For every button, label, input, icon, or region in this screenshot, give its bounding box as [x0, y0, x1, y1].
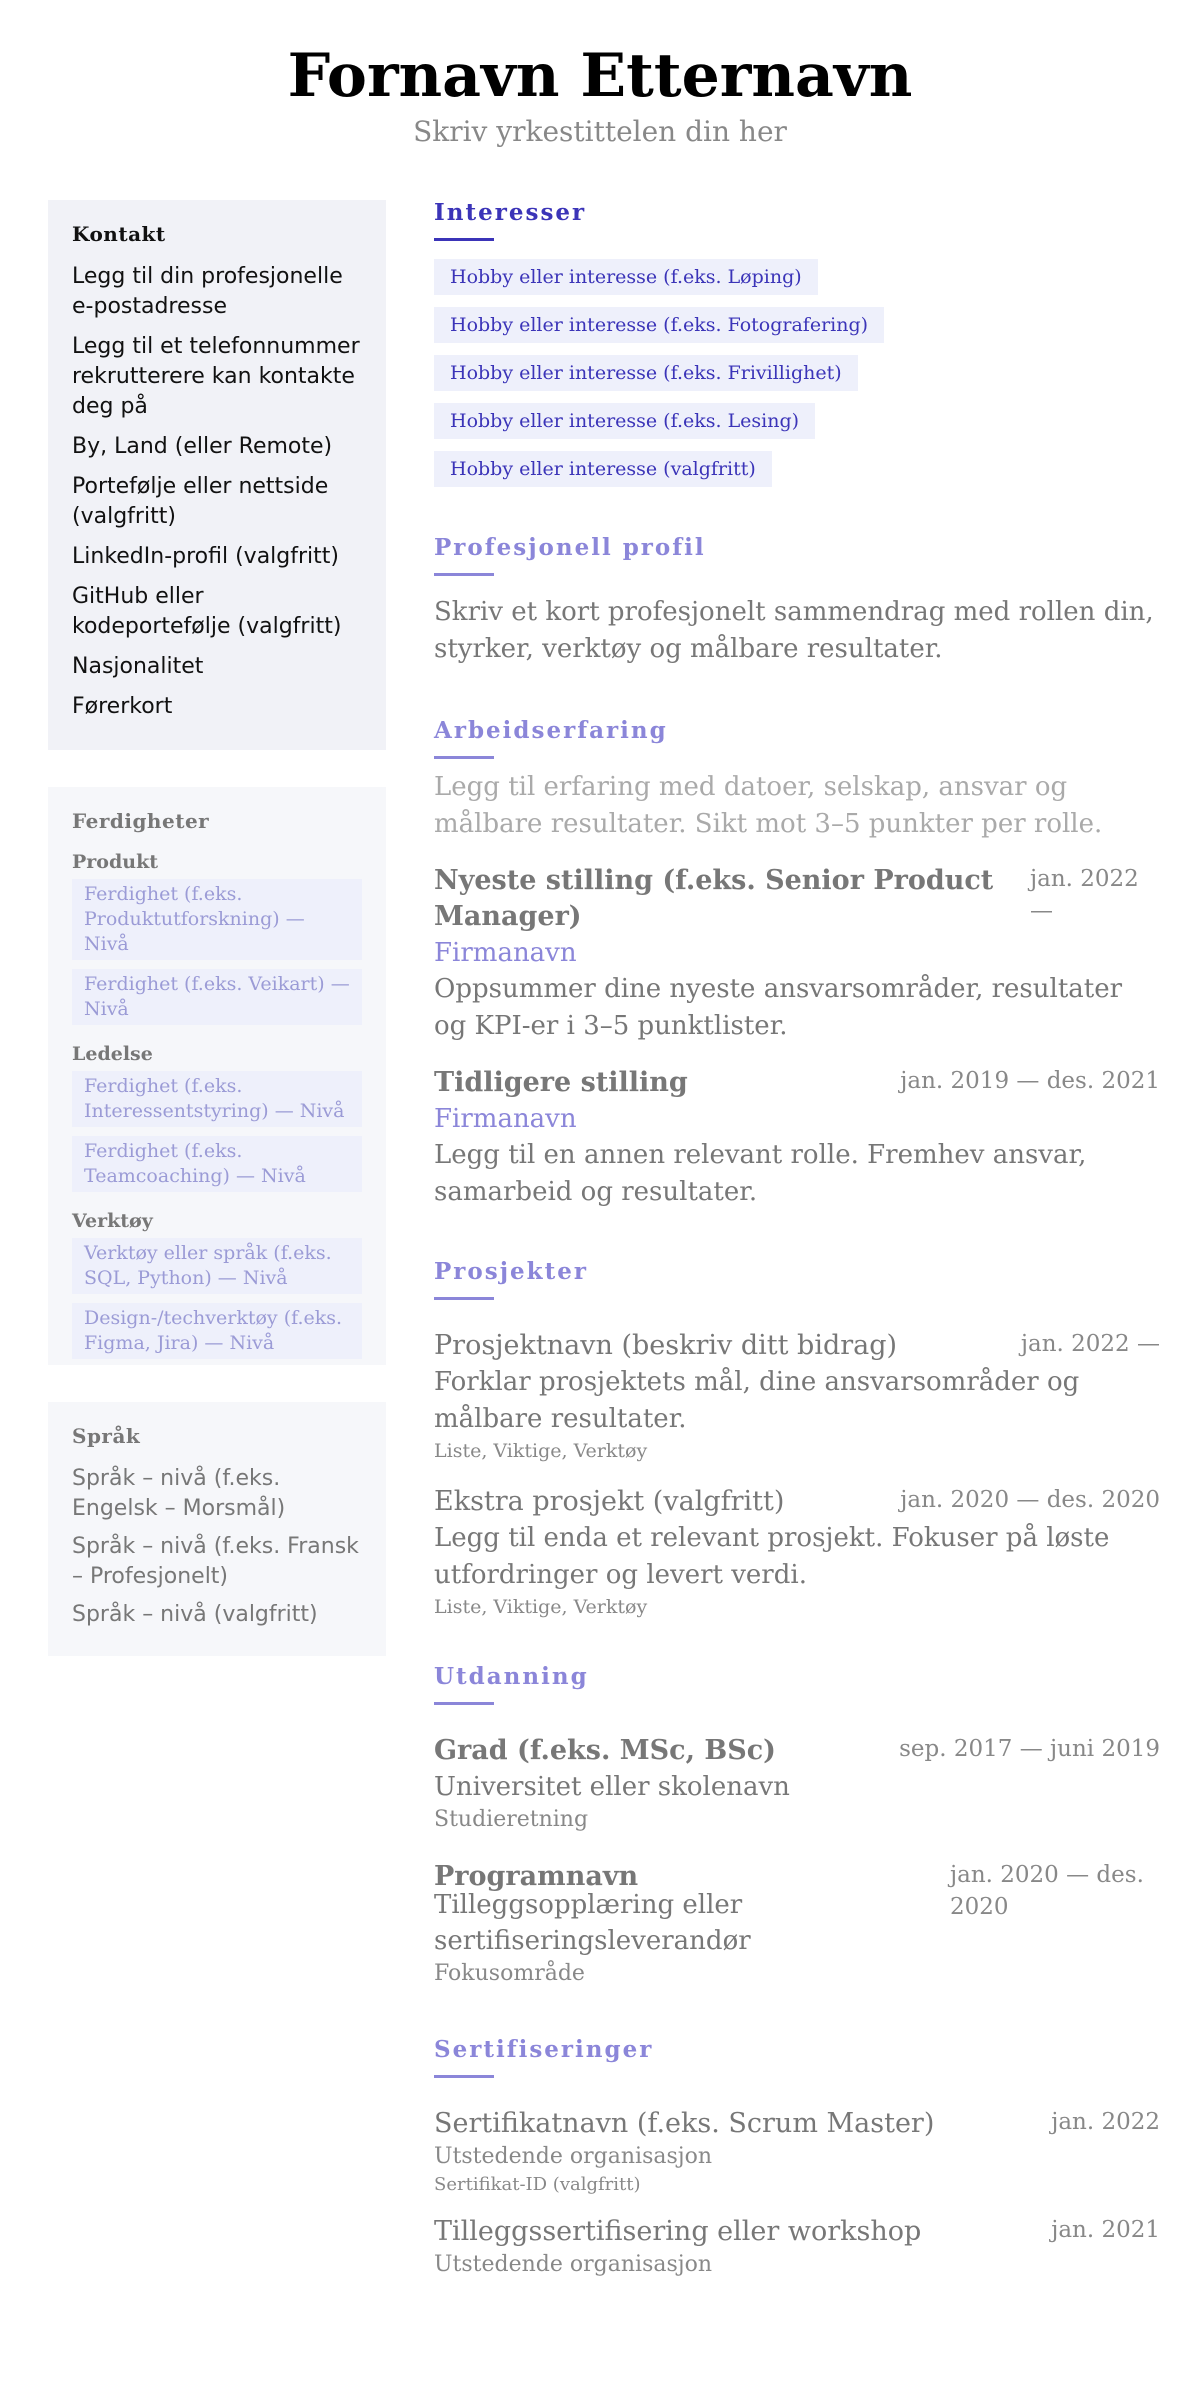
language-item: Språk – nivå (valgfritt)	[72, 1602, 318, 1627]
contact-linkedin: LinkedIn-profil (valgfritt)	[72, 544, 339, 569]
project-date: jan. 2020 — des. 2020	[900, 1487, 1160, 1513]
certificate-name: Tilleggssertifisering eller workshop	[434, 2216, 922, 2247]
skill-chip: Ferdighet (f.eks. Teamcoaching) — Nivå	[72, 1136, 362, 1192]
education-entry	[434, 1859, 1160, 1989]
project-date: jan. 2022 —	[1020, 1331, 1160, 1357]
education-date: jan. 2020 — des. 2020	[950, 1862, 1144, 1920]
job-title: Skriv yrkestittelen din her	[413, 115, 787, 148]
section-title: Prosjekter	[434, 1258, 588, 1285]
section-rule	[434, 1297, 494, 1300]
sidebar	[48, 200, 386, 1656]
certificate-date: jan. 2022	[1051, 2109, 1160, 2135]
certifications-section	[434, 2033, 1160, 2280]
project-description: Legg til enda et relevant prosjekt. Fokuser på løste utfordringer og levert verdi.	[434, 1523, 1110, 1590]
section-title: Sertifiseringer	[434, 2036, 654, 2063]
section-title: Arbeidserfaring	[434, 717, 668, 744]
experience-section	[434, 714, 1160, 1211]
field-of-study: Studieretning	[434, 1807, 589, 1832]
contact-title: Kontakt	[72, 222, 166, 246]
section-rule	[434, 756, 494, 759]
skill-chip: Ferdighet (f.eks. Interessentstyring) — Nivå	[72, 1071, 362, 1127]
resume-header	[0, 40, 1200, 150]
skill-chip: Verktøy eller språk (f.eks. SQL, Python) — Nivå	[72, 1238, 362, 1294]
interest-chip: Hobby eller interesse (f.eks. Lesing)	[434, 403, 815, 439]
experience-entry	[434, 1065, 1160, 1211]
language-item: Språk – nivå (f.eks. Fransk – Profesjonelt)	[72, 1534, 359, 1589]
main-column	[434, 196, 1160, 2280]
certification-entry	[434, 2214, 1160, 2280]
languages-title: Språk	[72, 1424, 141, 1448]
profile-summary: Skriv et kort profesjonelt sammendrag med rollen din, styrker, verktøy og målbare resultater.	[434, 597, 1154, 664]
contact-location: By, Land (eller Remote)	[72, 434, 333, 459]
section-rule	[434, 238, 494, 241]
school-name: Universitet eller skolenavn	[434, 1772, 790, 1802]
job-company: Firmanavn	[434, 938, 577, 968]
skills-box	[48, 787, 386, 1365]
field-of-study: Fokusområde	[434, 1961, 585, 1986]
certificate-issuer: Utstedende organisasjon	[434, 2144, 712, 2169]
interests-section	[434, 196, 1160, 487]
project-tags: Liste, Viktige, Verktøy	[434, 1440, 648, 1462]
skill-chip: Ferdighet (f.eks. Produktutforskning) — Nivå	[72, 879, 362, 960]
education-date: sep. 2017 — juni 2019	[899, 1736, 1160, 1762]
skill-group-name: Ledelse	[72, 1043, 153, 1065]
project-name: Ekstra prosjekt (valgfritt)	[434, 1486, 785, 1517]
full-name: Fornavn Etternavn	[287, 41, 913, 111]
interest-chip: Hobby eller interesse (f.eks. Frivillighet)	[434, 355, 858, 391]
contact-box	[48, 200, 386, 750]
project-name: Prosjektnavn (beskriv ditt bidrag)	[434, 1330, 898, 1361]
job-description: Legg til en annen relevant rolle. Fremhev ansvar, samarbeid og resultater.	[434, 1140, 1087, 1207]
interest-chips	[434, 259, 1160, 487]
contact-email: Legg til din profesjonelle e-postadresse	[72, 264, 343, 319]
section-title: Profesjonell profil	[434, 534, 706, 561]
experience-entry	[434, 863, 1160, 1045]
certificate-issuer: Utstedende organisasjon	[434, 2252, 712, 2277]
skill-group-name: Verktøy	[72, 1210, 153, 1232]
skills-title: Ferdigheter	[72, 809, 210, 833]
project-tags: Liste, Viktige, Verktøy	[434, 1596, 648, 1618]
section-title: Utdanning	[434, 1663, 589, 1690]
certificate-name: Sertifikatnavn (f.eks. Scrum Master)	[434, 2108, 935, 2139]
contact-portfolio: Portefølje eller nettside (valgfritt)	[72, 474, 329, 529]
contact-nationality: Nasjonalitet	[72, 654, 204, 679]
languages-box	[48, 1402, 386, 1656]
profile-section	[434, 531, 1160, 668]
job-date: jan. 2019 — des. 2021	[900, 1068, 1160, 1094]
interest-chip: Hobby eller interesse (f.eks. Løping)	[434, 259, 818, 295]
contact-phone: Legg til et telefonnummer rekrutterere kan kontakte deg på	[72, 334, 360, 419]
section-rule	[434, 1702, 494, 1705]
experience-intro: Legg til erfaring med datoer, selskap, ansvar og målbare resultater. Sikt mot 3–5 punkter per rolle.	[434, 772, 1103, 839]
certificate-id: Sertifikat-ID (valgfritt)	[434, 2174, 641, 2195]
certification-entry	[434, 2106, 1160, 2198]
education-section	[434, 1660, 1160, 1989]
school-name: Tilleggsopplæring eller sertifiseringsleverandør	[434, 1890, 751, 1956]
project-entry	[434, 1484, 1160, 1620]
job-position: Nyeste stilling (f.eks. Senior Product Manager)	[434, 865, 994, 932]
degree: Programnavn	[434, 1861, 639, 1892]
section-rule	[434, 2075, 494, 2078]
contact-github: GitHub eller kodeportefølje (valgfritt)	[72, 584, 342, 639]
job-date: jan. 2022 —	[1030, 866, 1139, 924]
skill-group-name: Produkt	[72, 851, 159, 873]
skill-chip: Design-/techverktøy (f.eks. Figma, Jira) — Nivå	[72, 1303, 362, 1359]
skill-chip: Ferdighet (f.eks. Veikart) — Nivå	[72, 969, 362, 1025]
job-description: Oppsummer dine nyeste ansvarsområder, resultater og KPI-er i 3–5 punktlister.	[434, 974, 1123, 1041]
education-entry	[434, 1733, 1160, 1835]
project-description: Forklar prosjektets mål, dine ansvarsområder og målbare resultater.	[434, 1367, 1080, 1434]
project-entry	[434, 1328, 1160, 1464]
section-rule	[434, 573, 494, 576]
interest-chip: Hobby eller interesse (valgfritt)	[434, 451, 772, 487]
contact-license: Førerkort	[72, 694, 173, 719]
section-title: Interesser	[434, 199, 587, 226]
job-company: Firmanavn	[434, 1104, 577, 1134]
projects-section	[434, 1255, 1160, 1620]
interest-chip: Hobby eller interesse (f.eks. Fotografering)	[434, 307, 884, 343]
job-position: Tidligere stilling	[434, 1067, 688, 1098]
certificate-date: jan. 2021	[1051, 2217, 1160, 2243]
language-item: Språk – nivå (f.eks. Engelsk – Morsmål)	[72, 1466, 286, 1521]
degree: Grad (f.eks. MSc, BSc)	[434, 1735, 776, 1766]
